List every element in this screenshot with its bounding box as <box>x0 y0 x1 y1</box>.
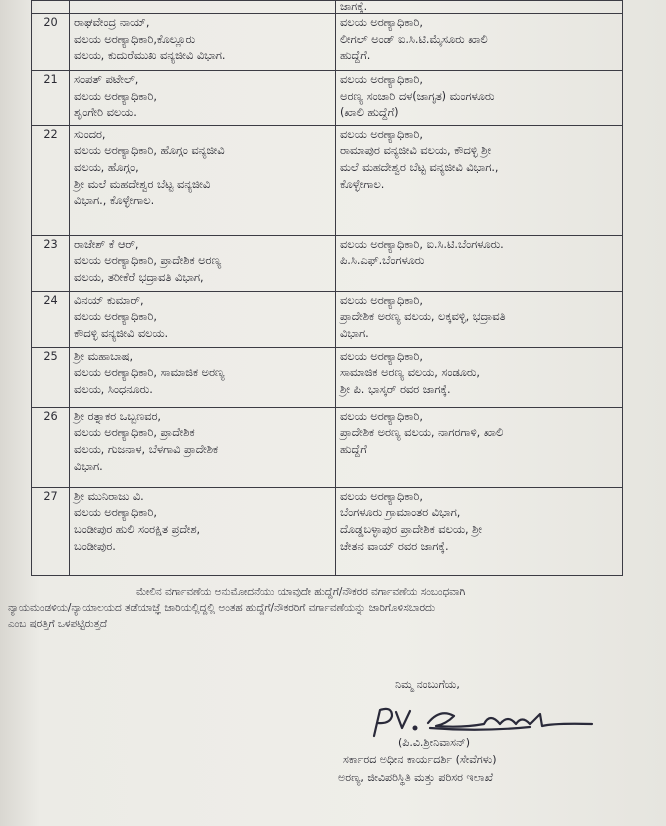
new-posting-line: ವಲಯ ಅರಣ್ಯಾಧಿಕಾರಿ, <box>340 293 423 307</box>
current-posting-line: ಸುಂದರ, <box>74 127 106 141</box>
closing-text: ನಿಮ್ಮ ನಂಬುಗೆಯ, <box>395 678 460 691</box>
table-row <box>32 125 623 235</box>
new-posting-cell <box>336 347 623 407</box>
current-posting-line: ರಾಘವೇಂದ್ರ ನಾಯ್, <box>74 16 150 29</box>
new-posting-line: ವಲಯ ಅರಣ್ಯಾಧಿಕಾರಿ, <box>340 127 423 141</box>
current-posting-line: ವಲಯ ಅರಣ್ಯಾಧಿಕಾರಿ,ಕೊಲ್ಲೂರು <box>74 32 196 46</box>
new-posting-line: ವಿಭಾಗ. <box>340 326 369 340</box>
new-posting-cell <box>336 291 623 347</box>
current-posting-line: ಕೌದಳ್ಳಿ ವನ್ಯಜೀವಿ ವಲಯ. <box>74 326 169 340</box>
current-posting-line: ವಲಯ ಅರಣ್ಯಾಧಿಕಾರಿ, ಪ್ರಾದೇಶಿಕ ಅರಣ್ಯ <box>74 254 222 268</box>
serial-number: 22 <box>32 125 70 235</box>
current-posting-line: ವಿಭಾಗ., ಕೊಳ್ಳೇಗಾಲ. <box>74 194 155 208</box>
new-posting-line: ಬೆಂಗಳೂರು ಗ್ರಾಮಾಂತರ ವಿಭಾಗ, <box>340 506 461 520</box>
signatory-name: (ಪಿ.ವಿ.ಶ್ರೀನಿವಾಸನ್) <box>398 736 470 749</box>
new-posting-line: ಚೇತನ ವಾಯ್ ರವರ ಜಾಗಕ್ಕೆ. <box>340 539 449 553</box>
current-posting-line: ರಾಜೇಶ್ ಕೆ ಆರ್, <box>74 237 139 251</box>
current-posting-line: ವಲಯ ಅರಣ್ಯಾಧಿಕಾರಿ, ಪ್ರಾದೇಶಿಕ <box>74 426 195 440</box>
note-line: ಮೇಲಿನ ವರ್ಗಾವಣೆಯ ಅನುಮೋದನೆಯು ಯಾವುದೇ ಹುದ್ದೆಗೆ/ನೌಕರರ ವರ್ಗಾವಣೆಯ ಸಂಬಂಧವಾಗಿ <box>136 586 466 598</box>
transfer-table <box>31 0 623 576</box>
current-posting-line: ಸಂಪತ್ ಪಟೇಲ್, <box>74 73 139 86</box>
new-posting-line: ವಲಯ ಅರಣ್ಯಾಧಿಕಾರಿ, <box>340 73 423 86</box>
table-row <box>32 347 623 407</box>
new-posting-cell <box>336 14 623 71</box>
current-posting-line: ವಲಯ, ಹೊಗ್ಗಂ, <box>74 160 139 174</box>
current-posting-cell <box>70 487 336 575</box>
new-posting-cell <box>336 125 623 235</box>
new-posting-line: ಪ್ರಾದೇಶಿಕ ಅರಣ್ಯ ವಲಯ, ಲಕ್ಕವಳ್ಳಿ, ಭದ್ರಾವತಿ <box>340 310 506 324</box>
table-row <box>32 235 623 291</box>
serial-number: 20 <box>32 14 70 71</box>
note-line: ಎಂಬ ಷರತ್ತಿಗೆ ಒಳಪಟ್ಟಿರುತ್ತದೆ <box>8 618 108 630</box>
current-posting-line: ವಲಯ, ಗುಜನಾಳ, ಬೆಳಗಾವಿ ಪ್ರಾದೇಶಿಕ <box>74 442 219 456</box>
new-posting-line: ಅರಣ್ಯ ಸಂಚಾರಿ ದಳ(ಜಾಗೃತ) ಮಂಗಳೂರು <box>340 89 495 103</box>
new-posting-line: ಕೊಳ್ಳೇಗಾಲ. <box>340 177 385 191</box>
table-row <box>32 407 623 487</box>
serial-number: 26 <box>32 407 70 487</box>
current-posting-line: ವಲಯ, ತರೀಕೆರೆ ಭದ್ರಾವತಿ ವಿಭಾಗ, <box>74 270 204 284</box>
new-posting-line: ವಲಯ ಅರಣ್ಯಾಧಿಕಾರಿ, <box>340 16 423 29</box>
table-row <box>32 14 623 71</box>
table-cell <box>32 1 70 14</box>
new-posting-line: ಮಲೆ ಮಹದೇಶ್ವರ ಬೆಟ್ಟ ವನ್ಯಜೀವಿ ವಿಭಾಗ., <box>340 160 499 174</box>
current-posting-line: ಶ್ರೀ ರತ್ನಾಕರ ಒಬ್ಬಣವರ, <box>74 409 162 423</box>
current-posting-cell <box>70 407 336 487</box>
serial-number: 21 <box>32 71 70 126</box>
current-posting-cell <box>70 235 336 291</box>
new-posting-line: (ಖಾಲಿ ಹುದ್ದೆಗೆ) <box>340 106 399 120</box>
signatory-title: ಸರ್ಕಾರದ ಅಧೀನ ಕಾರ್ಯದರ್ಶಿ (ಸೇವೆಗಳು) <box>343 753 497 766</box>
current-posting-line: ಬಂಡೀಪುರ ಹುಲಿ ಸಂರಕ್ಷಿತ ಪ್ರದೇಶ, <box>74 522 201 536</box>
new-posting-line: ಪಿ.ಸಿ.ಎಫ್.ಬೆಂಗಳೂರು <box>340 254 425 268</box>
new-posting-line: ದೊಡ್ಡಬಳ್ಳಾಪುರ ಪ್ರಾದೇಶಿಕ ವಲಯ, ಶ್ರೀ <box>340 522 483 536</box>
current-posting-line: ವಲಯ, ಕುದುರೆಮುಖ ವನ್ಯಜೀವಿ ವಿಭಾಗ. <box>74 49 226 63</box>
serial-number: 24 <box>32 291 70 347</box>
current-posting-line: ವಲಯ ಅರಣ್ಯಾಧಿಕಾರಿ, <box>74 506 157 520</box>
new-posting-line: ಲೀಗಲ್ ಅಂಡ್ ಐ.ಸಿ.ಟಿ.ಮೈಸೂರು ಖಾಲಿ <box>340 32 488 46</box>
new-posting-cell <box>336 235 623 291</box>
serial-number: 27 <box>32 487 70 575</box>
new-posting-line: ಹುದ್ದೆಗೆ. <box>340 49 371 63</box>
new-posting-line: ಸಾಮಾಜಿಕ ಅರಣ್ಯ ವಲಯ, ಸಂಡೂರು, <box>340 366 480 380</box>
new-posting-cell <box>336 487 623 575</box>
current-posting-line: ಶೃಂಗೇರಿ ವಲಯ. <box>74 106 137 120</box>
current-posting-line: ವಿನಯ್ ಕುಮಾರ್, <box>74 293 144 307</box>
new-posting-line: ವಲಯ ಅರಣ್ಯಾಧಿಕಾರಿ, <box>340 349 423 363</box>
current-posting-line: ವಲಯ ಅರಣ್ಯಾಧಿಕಾರಿ, ಸಾಮಾಜಿಕ ಅರಣ್ಯ <box>74 366 225 380</box>
new-posting-line: ವಲಯ ಅರಣ್ಯಾಧಿಕಾರಿ, <box>340 489 423 503</box>
current-posting-cell <box>70 71 336 126</box>
table-cell <box>70 1 336 14</box>
signatory-department: ಅರಣ್ಯ, ಜೀವಿಪರಿಸ್ಥಿತಿ ಮತ್ತು ಪರಿಸರ ಇಲಾಖೆ <box>338 771 494 784</box>
current-posting-line: ವಲಯ ಅರಣ್ಯಾಧಿಕಾರಿ, <box>74 89 157 103</box>
new-posting-line: ಹುದ್ದೆಗೆ <box>340 442 367 456</box>
serial-number: 25 <box>32 347 70 407</box>
new-posting-line: ವಲಯ ಅರಣ್ಯಾಧಿಕಾರಿ, <box>340 409 423 423</box>
current-posting-cell <box>70 291 336 347</box>
current-posting-cell <box>70 125 336 235</box>
current-posting-line: ವಿಭಾಗ. <box>74 459 103 473</box>
new-posting-line: ವಲಯ ಅರಣ್ಯಾಧಿಕಾರಿ, ಐ.ಸಿ.ಟಿ.ಬೆಂಗಳೂರು. <box>340 237 504 251</box>
current-posting-line: ವಲಯ ಅರಣ್ಯಾಧಿಕಾರಿ, ಹೊಗ್ಗಂ ವನ್ಯಜೀವಿ <box>74 144 225 158</box>
current-posting-line: ಶ್ರೀ ಮಹಾಬಾಷ, <box>74 349 134 363</box>
current-posting-line: ವಲಯ ಅರಣ್ಯಾಧಿಕಾರಿ, <box>74 310 157 324</box>
serial-number: 23 <box>32 235 70 291</box>
table-row <box>32 1 623 14</box>
current-posting-cell <box>70 347 336 407</box>
current-posting-line: ಶ್ರೀ ಮಲೆ ಮಹದೇಶ್ವರ ಬೆಟ್ಟ ವನ್ಯಜೀವಿ <box>74 177 211 191</box>
note-paragraph <box>8 584 658 632</box>
top-cell-text: ಜಾಗಕ್ಕೆ. <box>336 1 623 14</box>
note-line: ನ್ಯಾಯಮಂಡಳಿಯ/ನ್ಯಾಯಾಲಯದ ತಡೆಯಾಜ್ಞೆ ಜಾರಿಯಲ್ಲಿದ್ದಲ್ಲಿ ಅಂತಹ ಹುದ್ದೆಗೆ/ನೌಕರರಿಗೆ ವರ್ಗಾವಣೆಯನ್ನು ಜಾರಿಗೊಳಿಸಬಾರದು <box>8 602 436 614</box>
table-row <box>32 71 623 126</box>
new-posting-line: ಪ್ರಾದೇಶಿಕ ಅರಣ್ಯ ವಲಯ, ನಾಗರಗಾಳಿ, ಖಾಲಿ <box>340 426 504 440</box>
current-posting-line: ಬಂಡೀಪುರ. <box>74 539 116 553</box>
new-posting-cell <box>336 407 623 487</box>
new-posting-line: ರಾಮಾಪುರ ವನ್ಯಜೀವಿ ವಲಯ, ಕೌದಳ್ಳಿ ಶ್ರೀ <box>340 144 492 158</box>
table-row <box>32 291 623 347</box>
table-row <box>32 487 623 575</box>
current-posting-cell <box>70 14 336 71</box>
current-posting-line: ಶ್ರೀ ಮುನಿರಾಜು ವಿ. <box>74 489 144 503</box>
current-posting-line: ವಲಯ, ಸಿಂಧನೂರು. <box>74 382 153 396</box>
new-posting-cell <box>336 71 623 126</box>
new-posting-line: ಶ್ರೀ ಪಿ. ಭಾಸ್ಕರ್ ರವರ ಜಾಗಕ್ಕೆ. <box>340 382 451 396</box>
